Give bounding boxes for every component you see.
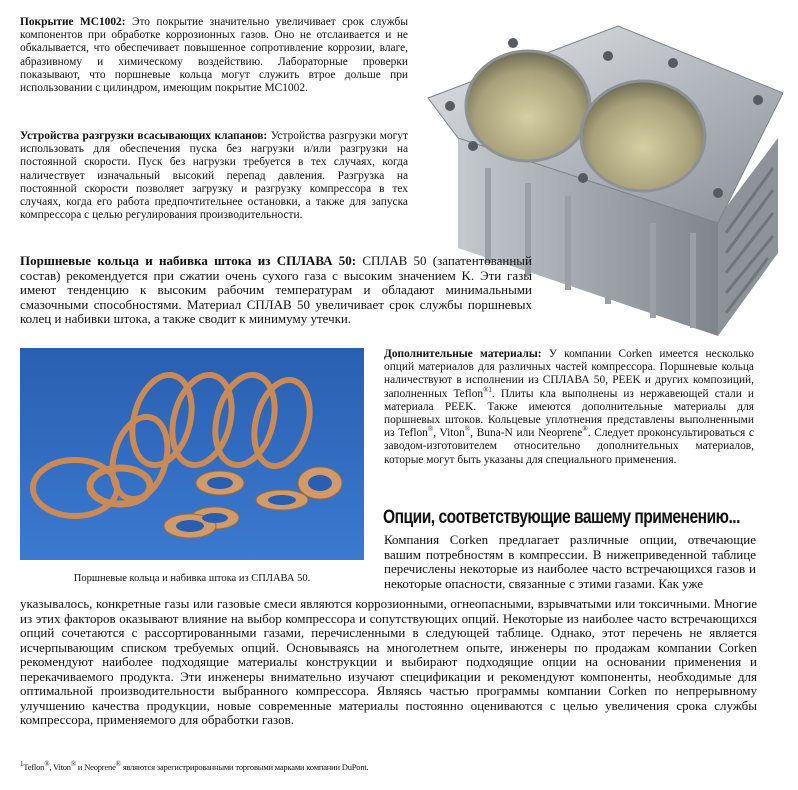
footnote-number: 1	[20, 760, 24, 769]
footnote-viton: , Viton	[49, 762, 71, 772]
footnote-mark: 1	[488, 385, 492, 394]
extra-buna: , Buna-N или Neoprene	[470, 427, 583, 440]
alloy50-text: СПЛАВ 50 (запатентованный состав) рекомендуется при сжатии очень сухого газа с высоким значением K. Эти газы имеют тенденцию к высоким рабочим температурам и обладают минимальными смазочными способностями. Материал СПЛАВ 50 увеличивает срок службы поршневых колец и набивки штока, а также сводит к минимуму утечки.	[20, 253, 533, 326]
reg-mark: ®	[464, 425, 471, 434]
extra-title: Дополнительные материалы:	[384, 348, 542, 360]
reg-mark: ®	[427, 425, 434, 434]
unloaders-text: Устройства разгрузки могут использовать для обеспечения пуска без нагрузки и/или разгрузки на постоянной скорости. Пуск без нагрузки требуется в тех случаях, когда наличествует изначальный высокий перепад давления. Разгрузка на постоянной скорости позволяет загрузку и разгрузку компрессора в тех случаях, когда его работа предпочтительнее остановки, а также для запуска компрессора с целью регулирования производительности.	[20, 130, 408, 222]
footnote	[20, 762, 720, 772]
coating-paragraph	[20, 16, 408, 95]
options-text-narrow: Компания Corken предлагает различные опции, отвечающие вашим потребностям в компрессии. В нижеприведенной таблице перечислены некоторые из наиболее часто встречающихся газов и некоторые опасности, связанные с этими газами. Как уже	[384, 532, 756, 591]
rings-photo	[20, 348, 364, 560]
reg-mark: ®	[483, 385, 489, 394]
rings-caption: Поршневые кольца и набивка штока из СПЛАВА 50.	[73, 573, 311, 584]
options-text-wide: указывалось, конкретные газы или газовые смеси являются коррозионными, огнеопасными, взрывчатыми или токсичными. Многие из этих факторов оказывают влияние на выбор компрессора и сопутствующих опций. Некоторые из наиболее часто встречающихся опций сочетаются с рассортированными газами, перечисленными в следующей таблице. Однако, этот перечень не является исчерпывающим списком требуемых опций. Основываясь на многолетнем опыте, инженеры по продажам компании Corken рекомендуют наиболее подходящие материалы конструкции и выбирают подходящие опции на основании применения и перекачиваемого продукта. Эти инженеры внимательно изучают спецификации и рекомендуют компоненты, необходимые для оптимальной производительности выбранного компрессора. Являясь частью программы компании Corken по непрерывному улучшению качества продукции, новые современные материалы постоянно оцениваются с целью увеличения срока службы компрессора, применяемого для обработки газов.	[20, 596, 757, 727]
options-heading: Опции, соответствующие вашему применению...	[383, 507, 740, 528]
footnote-teflon: Teflon	[23, 762, 45, 772]
extra-text-end: . Следует проконсультироваться с заводом-изготовителем относительно дополнительных материалов, которые могут быть указаны для специального применения.	[384, 427, 754, 466]
alloy50-title: Поршневые кольца и набивка штока из СПЛАВА 50:	[20, 253, 357, 268]
footnote-text: являются зарегистрированными торговыми марками компании DuPont.	[120, 762, 369, 772]
extra-text-before: У компании Corken имеется несколько опций материалов для различных частей компрессора. Поршневые кольца наличествуют в исполнении из СПЛАВА 50, PEEK и других композиций, заполненных Teflon	[384, 348, 754, 400]
footnote-neoprene: и Neoprene	[76, 762, 116, 772]
extra-viton: , Viton	[433, 427, 465, 440]
alloy50-paragraph	[20, 254, 532, 327]
coating-title: Покрытие MC1002:	[20, 16, 126, 28]
reg-mark: ®	[44, 760, 50, 769]
unloaders-paragraph	[20, 130, 408, 222]
extra-text-after-teflon: . Плиты кла выполнены из нержавеющей стали и материала PEEK. Также имеются дополнительные материалы для поршневых штоков. Кольцевые уплотнения представлены выполненными из Teflon	[384, 387, 754, 440]
reg-mark: ®	[115, 760, 121, 769]
coating-text: Это покрытие значительно увеличивает срок службы компонентов при обработке коррозионных газов. Оно не отслаивается и не обкалывается, что обеспечивает повышенное сопротивление коррозии, влаге, абразивному и химическому воздействию. Лабораторные проверки показывают, что поршневые кольца могут служить втрое дольше при использовании с цилиндром, имеющим покрытие MC1002.	[20, 16, 408, 95]
unloaders-title: Устройства разгрузки всасывающих клапанов:	[20, 130, 268, 142]
reg-mark: ®	[70, 760, 76, 769]
reg-mark: ®	[582, 425, 588, 434]
extra-paragraph	[384, 348, 754, 467]
